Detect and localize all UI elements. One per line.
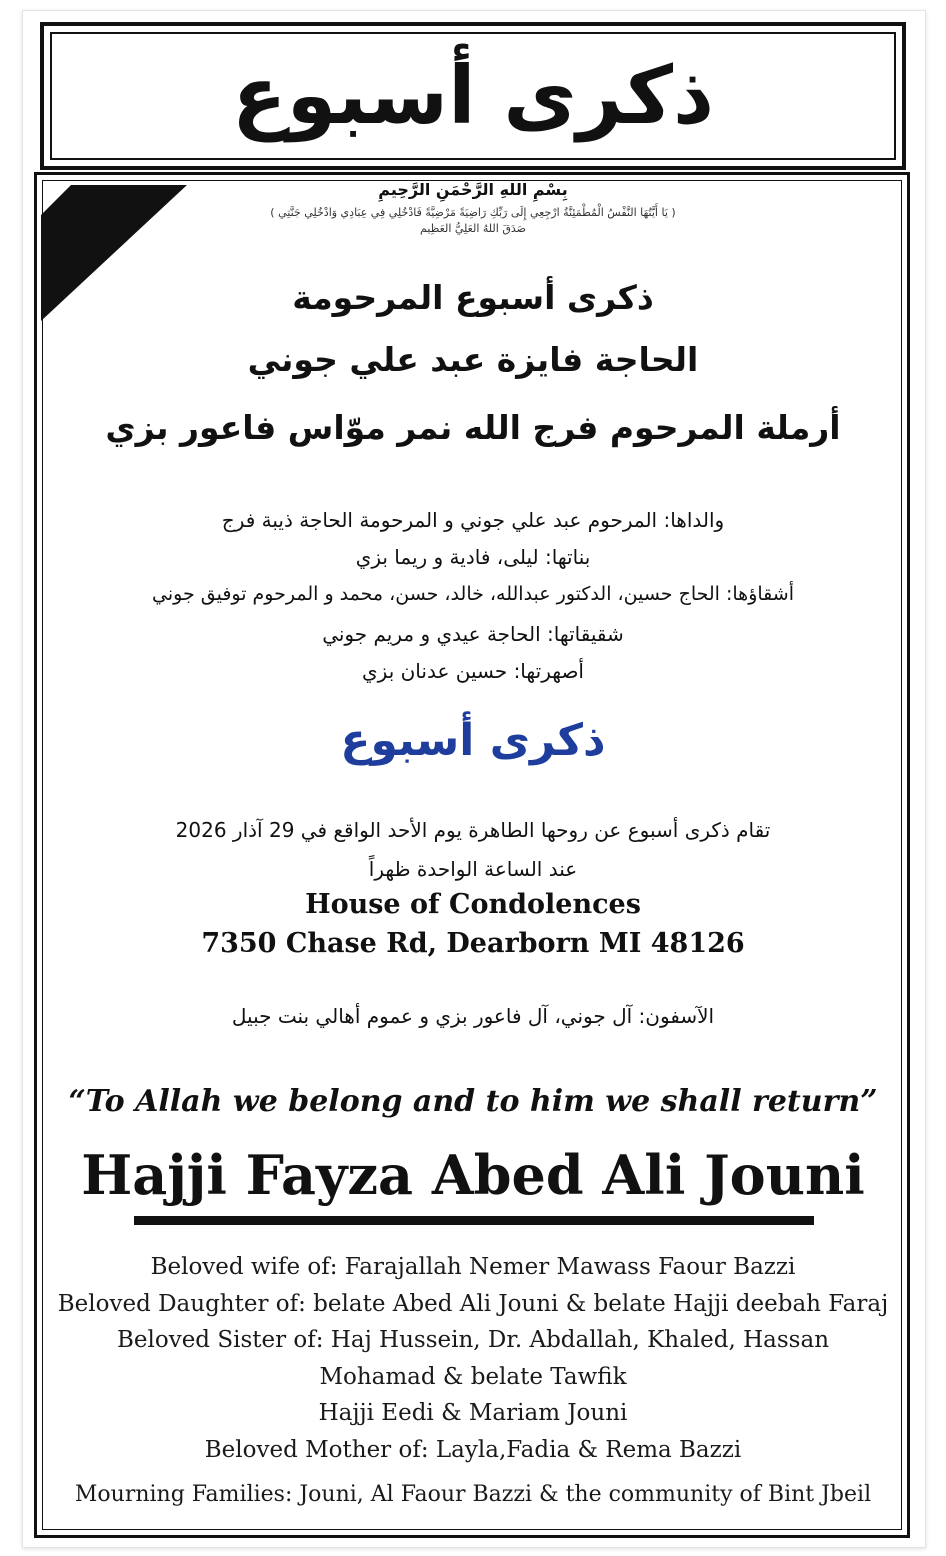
family-in-laws-ar: أصهرتها: حسين عدنان بزي — [362, 659, 584, 683]
english-mother-of: Beloved Mother of: Layla,Fadia & Rema Bazzi — [204, 1437, 742, 1463]
family-sisters-ar: شقيقاتها: الحاجة عيدي و مريم جوني — [322, 622, 624, 646]
headline-line-2: الحاجة فايزة عبد علي جوني — [247, 340, 699, 379]
headline-line-3: أرملة المرحوم فرج الله نمر موّاس فاعور بزي — [105, 408, 841, 447]
name-underline — [134, 1216, 814, 1225]
header-frame-inner — [50, 32, 896, 160]
deceased-name-en: Hajji Fayza Abed Ali Jouni — [81, 1143, 865, 1207]
family-parents-ar: والداها: المرحوم عبد علي جوني و المرحومة الحاجة ذيبة فرج — [221, 508, 725, 532]
family-daughters-ar: بناتها: ليلى، فادية و ريما بزي — [355, 545, 591, 569]
sub-title: ذكرى أسبوع — [340, 715, 606, 766]
venue-name: House of Condolences — [305, 889, 641, 920]
event-date-ar: تقام ذكرى أسبوع عن روحها الطاهرة يوم الأحد الواقع في 29 آذار 2026 — [175, 818, 771, 842]
venue-address: 7350 Chase Rd, Dearborn MI 48126 — [201, 928, 745, 959]
event-time-ar: عند الساعة الواحدة ظهراً — [368, 857, 578, 881]
english-sisters: Hajji Eedi & Mariam Jouni — [318, 1400, 628, 1426]
quran-verse: ( يَا أَيَّتُهَا النَّفْسُ الْمُطْمَئِنَّةُ ارْجِعِي إِلَى رَبِّكِ رَاضِيَةً مَرْضِيَّةً فَادْخُلِي فِي عِبَادِي وَادْخُلِي جَنَّتِي ) — [270, 206, 676, 219]
basmala: بِسْمِ اللهِ الرَّحْمَنِ الرَّحِيمِ — [378, 180, 568, 199]
english-mourning-families: Mourning Families: Jouni, Al Faour Bazzi & the community of Bint Jbeil — [74, 1482, 872, 1507]
english-wife-of: Beloved wife of: Farajallah Nemer Mawass Faour Bazzi — [150, 1254, 796, 1280]
header-frame — [40, 22, 906, 170]
header-title: ذكرى أسبوع — [231, 49, 715, 142]
english-sister-of-cont: Mohamad & belate Tawfik — [319, 1364, 627, 1390]
mourners-ar: الآسفون: آل جوني، آل فاعور بزي و عموم أهالي بنت جبيل — [231, 1004, 715, 1028]
headline-line-1: ذكرى أسبوع المرحومة — [292, 278, 654, 317]
quote: “To Allah we belong and to him we shall return” — [68, 1084, 878, 1119]
english-sister-of: Beloved Sister of: Haj Hussein, Dr. Abdallah, Khaled, Hassan — [116, 1327, 830, 1353]
family-brothers-ar: أشقاؤها: الحاج حسين، الدكتور عبدالله، خالد، حسن، محمد و المرحوم توفيق جوني — [152, 583, 794, 605]
english-daughter-of: Beloved Daughter of: belate Abed Ali Jouni & belate Hajji deebah Faraj — [57, 1291, 889, 1317]
quran-verse-close: صَدَقَ اللهُ العَلِيُّ العَظِيم — [420, 222, 526, 235]
